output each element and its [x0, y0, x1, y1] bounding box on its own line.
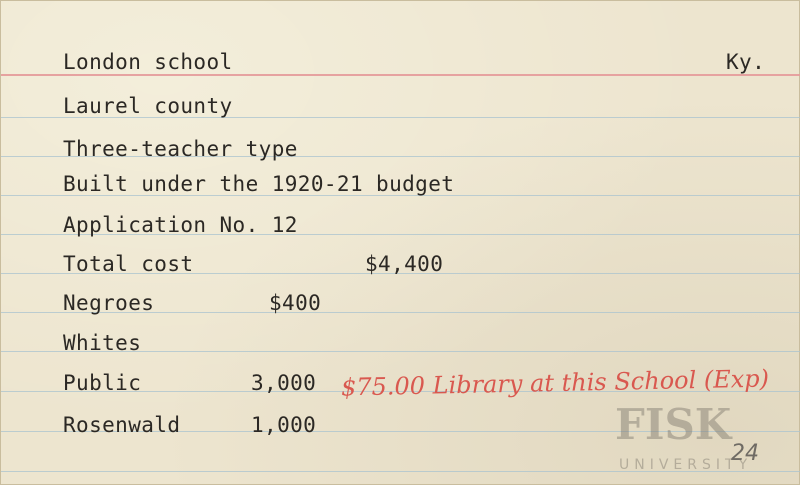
svg-text:UNIVERSITY: UNIVERSITY — [619, 457, 753, 473]
rosenwald-label: Rosenwald — [63, 413, 181, 437]
total-cost-label: Total cost — [63, 252, 194, 276]
negroes-value: $400 — [269, 291, 322, 315]
budget-line: Built under the 1920-21 budget — [63, 172, 455, 196]
fisk-university-watermark — [613, 399, 788, 475]
header-state: Ky. — [726, 50, 766, 74]
red-header-rule — [1, 74, 800, 76]
header-school: London school — [63, 50, 233, 74]
public-value: 3,000 — [251, 371, 317, 395]
rosenwald-value: 1,000 — [251, 413, 317, 437]
whites-label: Whites — [63, 331, 142, 355]
type-line: Three-teacher type — [63, 137, 298, 161]
total-cost-value: $4,400 — [365, 252, 444, 276]
pencil-number: 24 — [731, 441, 759, 466]
public-label: Public — [63, 371, 142, 395]
negroes-label: Negroes — [63, 291, 155, 315]
county-line: Laurel county — [63, 94, 233, 118]
svg-text:FISK: FISK — [615, 400, 732, 449]
application-line: Application No. 12 — [63, 213, 298, 237]
handwritten-library-note: $75.00 Library at this School (Exp) — [340, 364, 770, 402]
